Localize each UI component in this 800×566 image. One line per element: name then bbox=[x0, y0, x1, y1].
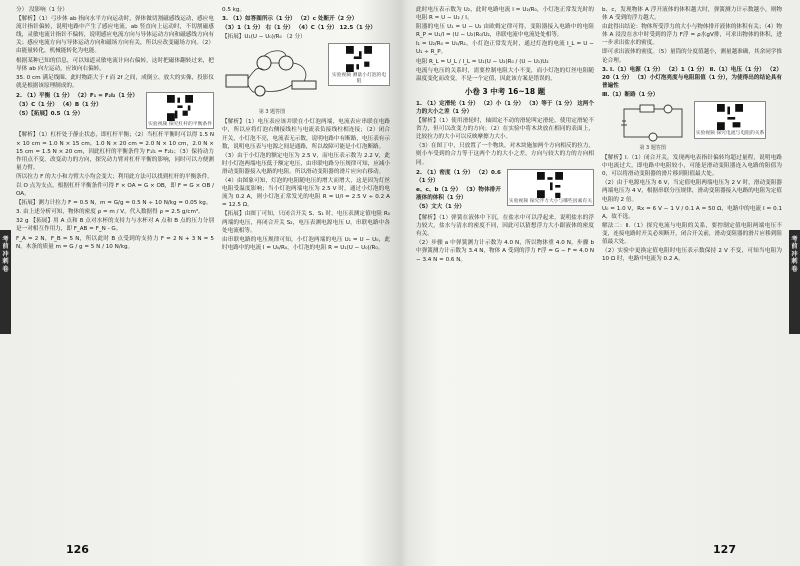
left-column-1 bbox=[16, 6, 214, 536]
qr-code-icon bbox=[717, 104, 743, 130]
paragraph: 以 O 点为支点，根据杠杆平衡条件可得 F × OA = G × OB，即 F = G × OB / OA。 bbox=[16, 183, 214, 198]
paragraph: （5）【拓展】0.5（1 分） bbox=[16, 111, 84, 118]
paragraph: 【解析】（1）电压表应该并联在小灯泡两端，电流表应串联在电路中，所以应将灯泡右侧接线柱与电流表负接线柱相连接；（2）闭合开关，小灯泡不亮，电流表无示数，说明电路中有断路，电压表有示数，说明电压表与电源之间是通路，所以故障可能是小灯泡断路。 bbox=[222, 119, 390, 150]
left-column-2 bbox=[222, 6, 390, 536]
qr-caption: 实验视频 探究浮力大小与哪些因素有关 bbox=[508, 198, 592, 204]
paragraph: 3. Ⅰ.（1）电源（1 分） （2）1（1 分） Ⅱ.（1）电压（1 分） （2）20（1 分） （3）小灯泡亮度与电阻阻值（1 分），为使得出的结论具有普遍性 bbox=[602, 66, 782, 89]
paragraph: 0.5 kg。 bbox=[222, 7, 246, 13]
paragraph: 【拓展】测力计拉力 F = 0.5 N，m = G/g = 0.5 N ÷ 10 N/kg = 0.05 kg。 bbox=[16, 200, 212, 207]
paragraph: （3）在图丁中，只放置了一个物块，对木块施加两个方向相反的拉力，则小车受到的合力等于这两个力的大小之差，方向与较大的力的方向相同。 bbox=[416, 143, 594, 166]
circuit-diagram bbox=[222, 45, 322, 107]
paragraph: 2. （1）平衡（1 分） （2）F₁ = F₂l₂（1 分） bbox=[16, 92, 138, 99]
paragraph: 解法二：Ⅱ.（1）探究电流与电阻的关系，要控制定值电阻两端电压不变，连接电路时开关必须断开，闭合开关前，滑动变阻器的滑片应移到阻值最大处。 bbox=[602, 222, 782, 245]
qr-caption: 实验视频 探究电流与电阻的关系 bbox=[695, 131, 765, 137]
paragraph: 由串联电路的电压规律可知，小灯泡两端的电压 U₁ = U − U₀，此时电路中的电流 I = U₀/R₀，小灯泡的电阻 R = U₁(U − U₀)/R₀。 bbox=[222, 236, 390, 251]
paragraph: F_A = 2 N，F_B = 5 N，所以此时 B 点受到的支持力 F = 2 N + 3 N = 5 N，木条的质量 m = G / g = 5 N / 10 N/kg。 bbox=[16, 235, 214, 250]
left-side-tab: 考前冲刺卷 bbox=[0, 230, 11, 334]
paragraph: 由此得出结论：物体所受浮力的大小与物体排开液体的体积有关；（4）物体 A 浸没在水中时受到的浮力 F浮 = ρ水gV排，可求出物体的体积，进一步求出盐水的密度。 bbox=[602, 24, 782, 47]
section-heading: 小卷 3 中考 16~18 题 bbox=[464, 86, 546, 96]
paragraph: 1. （1）定滑轮（1 分） （2）小（1 分） （3）等于（1 分） 这两个力的大小之差（1 分） bbox=[416, 100, 594, 115]
paragraph: 2. （1）密度（1 分） （2）0.6（1 分） bbox=[416, 169, 501, 184]
qr-code-card[interactable] bbox=[328, 43, 390, 86]
paragraph: 【解析】（1）弹簧在液体中下沉，在盐水中可以浮起来，说明盐水的浮力较大，盐水与清水的密度不同，因此可以猜想浮力大小跟液体的密度有关。 bbox=[416, 215, 594, 238]
paragraph: U₀ = 1.0 V，Rx = 6 V − 1 V / 0.1 A = 50 Ω，电路中的电流 I = 0.1 A，故不选。 bbox=[602, 205, 782, 220]
qr-code-icon bbox=[537, 172, 563, 198]
left-page-number: 126 bbox=[66, 543, 89, 556]
paragraph: （4）由图象可知，灯泡的电阻随电压的增大而增大，这是因为灯丝电阻受温度影响；当小灯泡两端电压为 2.5 V 时，通过小灯泡的电流为 0.2 A，则小灯泡正常发光的电阻 R = U/I = 2.5 V ÷ 0.2 A = 12.5 Ω。 bbox=[222, 178, 390, 209]
qr-code-icon bbox=[346, 46, 372, 72]
qr-caption: 实验视频 探究杠杆的平衡条件 bbox=[148, 121, 212, 127]
paragraph: （2）步骤 a 中弹簧测力计示数为 4.0 N，所以物体重 4.0 N，步骤 b 中弹簧测力计示数为 3.4 N，物体 A 受到的浮力 F浮 = G − F = 4.0 N − 3.4 N = 0.6 N。 bbox=[416, 240, 594, 263]
paragraph: （5）文大（1 分） bbox=[416, 203, 465, 210]
paragraph: 【拓展】U₁(U − U₀)/R₀ （2 分） bbox=[222, 34, 306, 41]
qr-code-card[interactable] bbox=[146, 92, 214, 130]
left-page bbox=[0, 0, 396, 566]
paragraph: 32 g 【拓展】用 A 点和 B 点对水杯的支持力与水杯对 A 点和 B 点的压力分别是一对相互作用力，即 F_AB = F_N - G。 bbox=[16, 218, 214, 233]
paragraph: 阻器的电压 U₁ = U − U₂ 由欧姆定律可得，变阻器接入电路中的电阻 R_P = U₁/I = (U − U₂)R₀/U₂，串联电流中电流处处相等。 bbox=[416, 24, 594, 39]
figure-caption: 第 3 题答图 bbox=[639, 145, 666, 152]
paragraph: e、c、b（1 分） （3）物体排开液体的体积（1 分） bbox=[416, 186, 501, 201]
paragraph: （2）由于电源电压为 6 V，当定值电阻两端电压为 2 V 时，滑动变阻器两端电压为 4 V，根据串联分压规律，滑动变阻器接入电路的电阻为定值电阻的 2 倍。 bbox=[602, 180, 782, 203]
paragraph: Ⅲ.（1）断路（1 分） bbox=[602, 91, 659, 98]
paragraph: （3）由于小灯泡的额定电压为 2.5 V，而电压表示数为 2.2 V，此时小灯泡两端电压低于额定电压，由串联电路分压规律可知，应减小滑动变阻器接入电路的电阻，所以滑动变阻器的滑片应向右移动。 bbox=[222, 152, 390, 175]
right-column-2 bbox=[602, 6, 782, 536]
paragraph: 所以拉力 F 的大小和力臂大小均会变大；利用此方法可以找到杠杆的平衡条件。 bbox=[16, 173, 213, 180]
figure-row bbox=[222, 43, 390, 116]
paragraph: 【解析】Ⅰ.（1）闭合开关，发现两电表指针偏转均超过量程，说明电路中电流过大，即电路中电阻较小，可能是滑动变阻器连入电路的阻值为 0，可以将滑动变阻器的滑片移到阻值最大处。 bbox=[602, 155, 782, 178]
paragraph: 分） 没影响（1 分） bbox=[16, 7, 68, 13]
paragraph: （3）C（1 分） （4）B（1 分） bbox=[16, 102, 102, 109]
paragraph: 3. 由上述分析可知，物体的密度 ρ = m / V，代入数据得 ρ = 2.5 g/cm³。 bbox=[16, 209, 204, 216]
paragraph: 【拓展】由图丁可知，只闭合开关 S、S₁ 时，电压表测定值电阻 R₀ 两端的电压，再闭合开关 S₂，电压表测电源电压 U，串联电路中各处电流相等。 bbox=[222, 211, 390, 234]
answer-block-2 bbox=[416, 169, 594, 212]
paragraph: 此时电压表示数为 U₂，此时电路电流 I = U₂/R₀，小灯泡正常发光时的电阻 R = U − U₂ / I。 bbox=[416, 7, 594, 22]
paragraph: 【解析】（1）使用滑轮时，轴固定不动的滑轮叫定滑轮，使用定滑轮不省力，但可以改变力的方向；（2）在实验中将木块放在相同的表面上，比较拉力的大小可以反映摩擦力大小。 bbox=[416, 118, 594, 141]
paragraph: 根据某种已知的信息，可以知道灵敏电流计向右偏转，这时把磁体翻转过来，把导体 ab 向左运动，应该向右偏转。 bbox=[16, 57, 214, 72]
paragraph: 电流与电压的关系时，需要控制电阻大小不变，而小灯泡的灯丝电阻随温度变化而改变，不是一个定值，因此该方案是错误的。 bbox=[416, 67, 594, 82]
right-page-number: 127 bbox=[713, 543, 736, 556]
qr-code-card[interactable] bbox=[694, 101, 767, 139]
paragraph: （3）1（1 分） 右（1 分） （4）C（1 分） 12.5（1 分） bbox=[222, 25, 376, 32]
qr-caption: 实验视频 测量小灯泡的电阻 bbox=[331, 73, 387, 84]
figure-caption: 第 3 题答图 bbox=[258, 109, 286, 116]
paragraph: b、c，发现物体 A 浮开液体的体积越大时，弹簧测力计示数越小，则物体 A 受到的浮力越大。 bbox=[602, 7, 782, 22]
paragraph: 【解析】（1）杠杆处于静止状态，即杠杆平衡；（2）当杠杆平衡时可以得 1.5 N × 10 cm = 1.0 N × 15 cm，1.0 N × 20 cm = 2.0 N × 10 cm，2.0 N × 15 cm = 1.5 N × 20 cm，因此杠杆的平衡条件为 F₁l₁ = F₂l₂；（3）保持动力作用点不变，改变动力的方向，探究动力臂对杠杆平衡的影响，同时可以方便测量力臂。 bbox=[16, 132, 214, 171]
answer-block-2 bbox=[16, 92, 214, 130]
right-column-1 bbox=[416, 6, 594, 536]
right-side-tab: 考前冲刺卷 bbox=[789, 230, 800, 334]
figure-row bbox=[602, 101, 782, 152]
right-page bbox=[404, 0, 800, 566]
paragraph: 【解析】（1）弓步体 ab 指向水平方向运动时，弹体做切割磁感线运动，感应电流计指针偏转，说明电路中产生了感应电流。ab 竖直向上运动时，不切割磁感线，灵敏电流计指针不偏转，说明感应电流方向与导体运动方向和磁感线方向有关；感应电流方向与导体运动方向和磁场方向有关，所以应改变磁场方向。（2）由能量转化，机械能转化为电能。 bbox=[16, 16, 214, 55]
paragraph: 3. （1）如答图所示（1 分） （2）c 处断开（2 分） bbox=[222, 16, 358, 23]
qr-code-card[interactable] bbox=[507, 169, 594, 207]
paragraph: 电阻 R_L = U_L / I_L = U₁(U − U₂)R₀ / (U − U₁)U₂ bbox=[416, 58, 549, 65]
paragraph: I₁ = U₂/R₀ = U₁/R₁，小灯泡正常发光时，通过灯泡的电流 I_L = U − U₁ ÷ R_P。 bbox=[416, 41, 594, 56]
circuit-schematic bbox=[618, 103, 688, 143]
paragraph: 即可求出液体的密度。（5）量筒的分度值越小，测量越准确，其余同学推论合理。 bbox=[602, 49, 782, 64]
qr-code-icon bbox=[167, 95, 193, 121]
paragraph: 35. 0 cm 满足线圈、此时物距大于 f 而 2f 之间，成倒立、放大的实像，投影仪就是根据该原理制成的。 bbox=[16, 74, 214, 89]
paragraph: （2）实验中更换定值电阻时电压表示数保持 2 V 不变，可知当电阻为 10 Ω 时，电路中电流为 0.2 A。 bbox=[602, 248, 782, 263]
